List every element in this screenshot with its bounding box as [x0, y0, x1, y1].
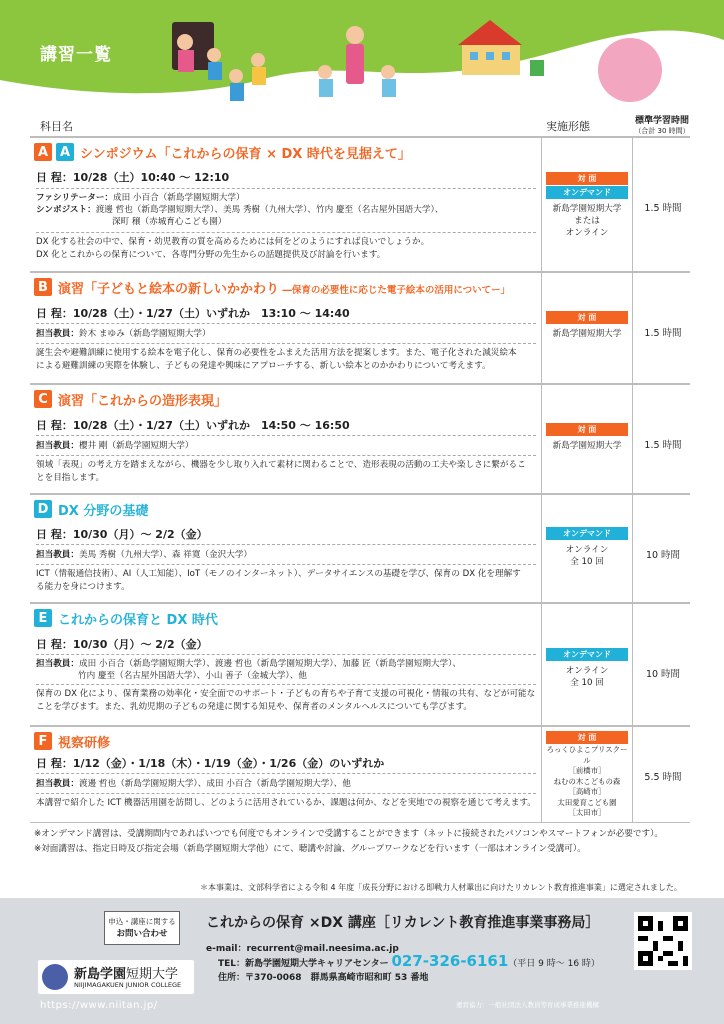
dashed-divider — [36, 684, 536, 685]
instructor: 担当教員：鈴木 まゆみ（新島学園短期大学） — [36, 329, 211, 339]
instructor: 担当教員：成田 小百合（新島学園短期大学）、渡邊 哲也（新島学園短期大学）、加藤 匠（新島学園短期大学）、 — [36, 659, 462, 669]
section-letter: E — [34, 609, 52, 627]
hours-cell: 5.5 時間 — [644, 772, 682, 783]
phone-number[interactable]: 027-326-6161 — [391, 952, 509, 970]
mode-cell: 対 面 新島学園短期大学 — [546, 423, 628, 452]
tag-in-person: 対 面 — [546, 423, 628, 436]
section-title: 演習「これからの造形表現」 — [58, 394, 228, 409]
instructor: 担当教員：櫻井 剛（新島学園短期大学） — [36, 441, 194, 451]
section-date: 日 程：10/30（月）～ 2/2（金） — [36, 638, 208, 651]
facilitator: ファシリテーター：成田 小百合（新島学園短期大学） — [36, 193, 245, 203]
qr-code[interactable] — [634, 912, 692, 970]
section-title: 演習「子どもと絵本の新しいかかわり ―保育の必要性に応じた電子絵本の活用についてー」 — [58, 282, 511, 297]
symposists-cont: 深町 穣（赤城育心こども園） — [112, 217, 227, 227]
section-description: 本講習で紹介した ICT 機器活用園を訪問し、どのように活用されているか、課題は何か、などを実地での視察を通じて考えます。 — [36, 798, 536, 808]
section-description: DX 化する社会の中で、保育・幼児教育の質を高めるためには何をどのようにすれば良いでしょうか。 DX 化とこれからの保育について、各専門分野の先生からの話題提供及び討論を行います。 — [36, 237, 430, 260]
section-b — [30, 275, 690, 381]
header-banner — [0, 0, 724, 110]
section-a — [30, 140, 690, 268]
section-title: 視察研修 — [58, 736, 111, 751]
section-divider — [30, 271, 690, 273]
dashed-divider — [36, 323, 536, 324]
email-line: e-mail：recurrent@mail.neesima.ac.jp — [206, 944, 399, 954]
section-date: 日 程：10/30（月）～ 2/2（金） — [36, 528, 208, 541]
tag-on-demand: オンデマンド — [546, 648, 628, 661]
section-description: ICT（情報通信技術）、AI（人工知能）、IoT（モノのインターネット）、データサイエンスの基礎を学び、保育の DX 化を理解す る能力を身につけます。 — [36, 569, 521, 592]
tag-in-person: 対 面 — [546, 172, 628, 185]
hours-cell: 1.5 時間 — [644, 440, 682, 451]
note-in-person: ※対面講習は、指定日時及び指定会場（新島学園短期大学他）にて、聴講や討論、グループワークなどを行います（一部はオンライン受講可）。 — [34, 844, 586, 854]
column-divider — [632, 136, 633, 822]
dashed-divider — [36, 232, 536, 233]
mode-cell: オンデマンド オンライン 全 10 回 — [546, 527, 628, 568]
section-letter: F — [34, 732, 52, 750]
footer-title: これからの保育 ×DX 講座［リカレント教育推進事業事務局］ — [206, 915, 600, 931]
dashed-divider — [36, 435, 536, 436]
hours-cell: 1.5 時間 — [644, 328, 682, 339]
section-c — [30, 387, 690, 491]
dashed-divider — [36, 793, 536, 794]
column-divider — [541, 136, 542, 822]
tag-on-demand: オンデマンド — [546, 186, 628, 199]
section-date: 日 程：10/28（土）・1/27（土）いずれか 13:10 ～ 14:40 — [36, 307, 350, 320]
tag-on-demand: オンデマンド — [546, 527, 628, 540]
note-program: ＊本事業は、文部科学省による令和 4 年度「成長分野における即戦力人材輩出に向けたリカレント教育推進事業」に選定されました。 — [200, 883, 682, 892]
page-title: 講習一覧 — [40, 45, 112, 65]
section-title: これからの保育と DX 時代 — [58, 613, 218, 628]
section-date: 日 程：1/12（金）・1/18（木）・1/19（金）・1/26（金）のいずれか — [36, 757, 385, 770]
address: 住所：〒370-0068 群馬県高崎市昭和町 53 番地 — [218, 973, 429, 983]
col-subject: 科目名 — [40, 120, 73, 133]
dashed-divider — [36, 343, 536, 344]
mode-cell: 対 面 新島学園短期大学 — [546, 311, 628, 340]
section-date: 日 程：10/28（土）10:40 ～ 12:10 — [36, 171, 230, 184]
section-d — [30, 497, 690, 601]
section-divider — [30, 725, 690, 727]
section-description: 誕生会や避難訓練に使用する絵本を電子化し、保育の必要性をふまえた活用方法を提案します。また、電子化された減災絵本 による避難訓練の実際を体験し、子どもの発達や興味にアプローチする、新しい絵本とのかかわりについて考えます。 — [36, 348, 517, 371]
email-link[interactable]: recurrent@mail.neesima.ac.jp — [246, 944, 399, 954]
hours-cell: 10 時間 — [645, 550, 681, 561]
section-letter: C — [34, 390, 52, 408]
mode-cell: 対 面 ろっくひよこプリスクール ［前橋市］ ねむの木こどもの森 ［高崎市］ 太田愛育こども園 ［太田市］ — [546, 733, 628, 817]
section-letter: A — [34, 143, 52, 161]
section-letter: A — [56, 143, 74, 161]
section-divider — [30, 136, 690, 138]
footer — [0, 898, 724, 1024]
section-description: 領域「表現」の考え方を踏まえながら、機器を少し取り入れて素材に関わることで、造形表現の活動の工夫や楽しさに繋がるこ とを目指します。 — [36, 460, 526, 483]
instructor: 担当教員：渡邊 哲也（新島学園短期大学）、成田 小百合（新島学園短期大学）、他 — [36, 779, 351, 789]
section-letter: D — [34, 500, 52, 518]
section-description: 保育の DX 化により、保育業務の効率化・安全面でのサポート・子どもの育ちや子育て支援の可視化・情報の共有、などが可能な ことを学びます。また、乳幼児期の子どもの発達に関する知見や、保育者のメンタルヘルスについても学びます。 — [36, 689, 536, 712]
qr-code-icon — [638, 916, 688, 966]
mode-cell: オンデマンド オンライン 全 10 回 — [546, 648, 628, 689]
dashed-divider — [36, 544, 536, 545]
section-date: 日 程：10/28（土）・1/27（土）いずれか 14:50 ～ 16:50 — [36, 419, 350, 432]
col-mode: 実施形態 — [546, 120, 590, 133]
dashed-divider — [36, 455, 536, 456]
section-letter: B — [34, 278, 52, 296]
inquiry-box: 申込・講座に関する お問い合わせ — [104, 911, 180, 945]
section-title: シンポジウム「これからの保育 × DX 時代を見据えて」 — [80, 147, 411, 162]
college-crest-icon — [42, 964, 68, 990]
website-link[interactable]: https://www.niitan.jp/ — [40, 1000, 158, 1011]
dashed-divider — [36, 564, 536, 565]
logo: 新島学園短期大学 NIIJIMAGAKUEN JUNIOR COLLEGE — [38, 960, 194, 994]
section-f — [30, 729, 690, 821]
instructor-cont: 竹内 慶至（名古屋外国語大学）、小山 善子（金城大学）、他 — [78, 671, 307, 681]
instructor: 担当教員：美馬 秀樹（九州大学）、森 祥寛（金沢大学） — [36, 550, 253, 560]
section-divider — [30, 383, 690, 385]
operator-note: 運営協力：一般社団法人教員等育成事業推進機構 — [456, 1001, 599, 1009]
dashed-divider — [36, 773, 536, 774]
col-hours: 標準学習時間 （合計 30 時間） — [634, 116, 690, 135]
hours-cell: 10 時間 — [645, 669, 681, 680]
section-title: DX 分野の基礎 — [58, 504, 149, 519]
dashed-divider — [36, 654, 536, 655]
tag-in-person: 対 面 — [546, 311, 628, 324]
section-divider — [30, 493, 690, 495]
tel-line: TEL：新島学園短期大学キャリアセンター 027-326-6161（平日 9 時～ 16 時） — [218, 952, 600, 970]
section-divider — [30, 602, 690, 604]
hours-cell: 1.5 時間 — [644, 203, 682, 214]
symposists: シンポジスト：渡邊 哲也（新島学園短期大学）、美馬 秀樹（九州大学）、竹内 慶至（名古屋外国語大学）、 — [36, 205, 444, 215]
mode-cell: 対 面 オンデマンド 新島学園短期大学 または オンライン — [546, 172, 628, 239]
logo-name: 新島学園短期大学 — [74, 967, 179, 982]
dashed-divider — [36, 188, 536, 189]
tag-in-person: 対 面 — [546, 731, 628, 744]
section-divider — [30, 822, 690, 823]
note-on-demand: ※オンデマンド講習は、受講期間内であればいつでも何度でもオンラインで受講することができます（ネットに接続されたパソコンやスマートフォンが必要です）。 — [34, 829, 663, 839]
section-e — [30, 606, 690, 722]
